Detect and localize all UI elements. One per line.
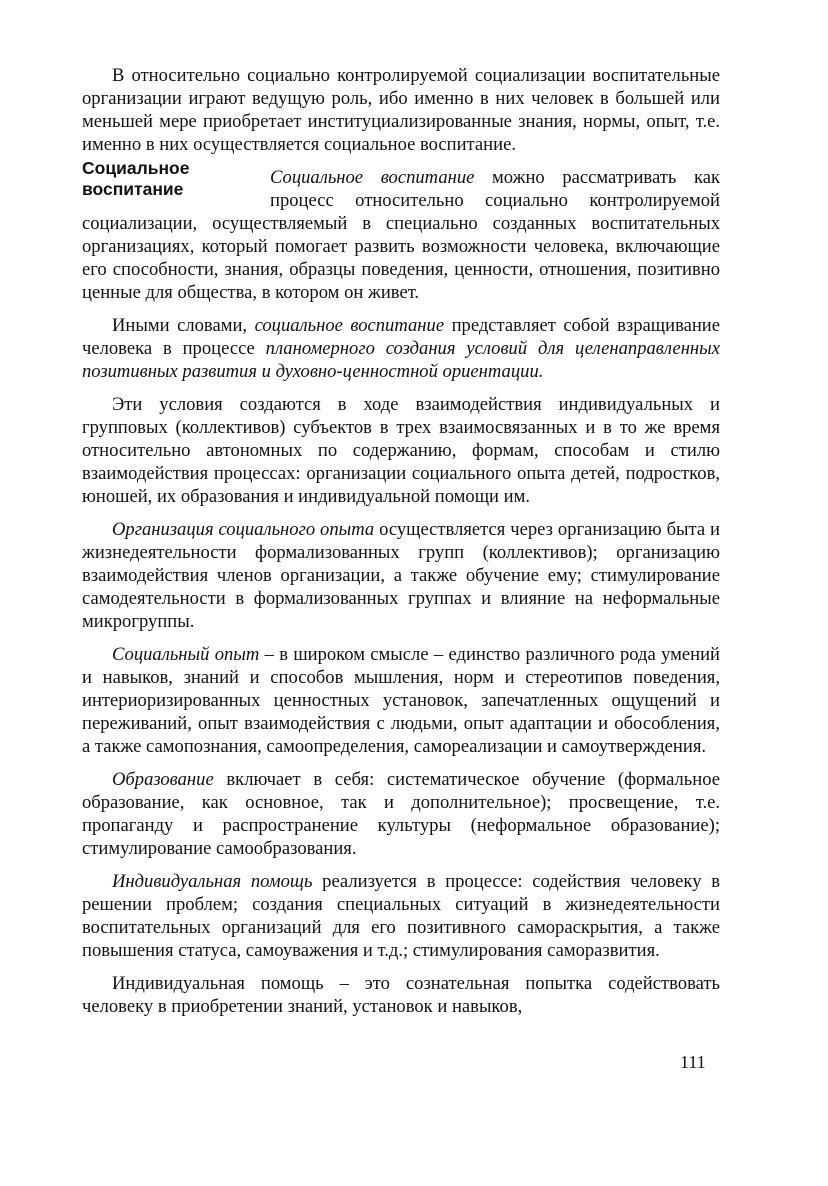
paragraph-6 (82, 643, 720, 758)
text-column (82, 64, 720, 1018)
term-social-experience: Социальный опыт (112, 644, 260, 665)
term-individual-help: Индивидуальная помощь (112, 871, 313, 892)
term-social-experience-organization: Организация социального опыта (112, 519, 375, 540)
term-social-upbringing-2: социальное воспитание (254, 315, 445, 336)
paragraph-7-text: включает в себя: систематическое обучение (формальное образование, как основное, так и дополнительное); просвещение, т.е. пропаганду и распространение культуры (неформальное образование); стимулирование самообразования. (82, 769, 720, 859)
margin-keyword: Социальное воспитание (82, 158, 190, 199)
paragraph-6-text: – в широком смысле – единство различного рода умений и навыков, знаний и способов мышления, норм и стереотипов поведения, интериоризированных ценностных установок, запечатленных ощущений и переживаний, опыт взаимодействия с людьми, опыт адаптации и обособления, а также самопознания, самоопределения, самореализации и самоутверждения. (82, 644, 720, 757)
paragraph-8 (82, 870, 720, 962)
page-number: 111 (680, 1052, 706, 1072)
paragraph-5 (82, 518, 720, 633)
paragraph-5-text: осуществляется через организацию быта и жизнедеятельности формализованных групп (коллективов); организацию взаимодействия членов организации, а также обучение ему; стимулирование самодеятельности в формализованных группах и влияние на неформальные микрогруппы. (82, 519, 720, 632)
paragraph-8-text: реализуется в процессе: содействия человеку в решении проблем; создания специальных ситуаций в жизнедеятельности воспитательных организаций для его позитивного самораскрытия, а также повышения статуса, самоуважения и т.д.; стимулирования саморазвития. (82, 871, 720, 961)
paragraph-9: Индивидуальная помощь – это сознательная попытка содействовать человеку в приобретении знаний, установок и навыков, (82, 973, 720, 1017)
paragraph-7 (82, 768, 720, 860)
paragraph-4: Эти условия создаются в ходе взаимодействия индивидуальных и групповых (коллективов) субъектов в трех взаимосвязанных и в то же время относительно автономных по содержанию, формам, способам и стилю взаимодействия процессах: организации социального опыта детей, подростков, юношей, их образования и индивидуальной помощи им. (82, 394, 720, 507)
paragraph-2-text: можно рассматривать как процесс относительно социально контролируемой социализации, осуществляемый в специально созданных воспитательных организациях, который помогает развить возможности человека, включающие его способности, знания, образцы поведения, ценности, отношения, позитивно ценные для общества, в котором он живет. (82, 167, 720, 303)
paragraph-3 (82, 314, 720, 383)
paragraph-3-mid: представляет собой взращивание человека в процессе (82, 315, 721, 359)
term-social-upbringing: Социальное воспитание (270, 167, 475, 188)
definition-text: планомерного создания условий для целенаправленных позитивных развития и духовно-ценностной ориентации. (82, 338, 720, 382)
paragraph-3-lead: Иными словами, (112, 315, 255, 336)
paragraph-1: В относительно социально контролируемой социализации воспитательные организации играют ведущую роль, ибо именно в них человек в большей или меньшей мере приобретает институциализированные знания, нормы, опыт, т.е. именно в них осуществляется социальное воспитание. (82, 65, 720, 155)
term-education: Образование (112, 769, 214, 790)
